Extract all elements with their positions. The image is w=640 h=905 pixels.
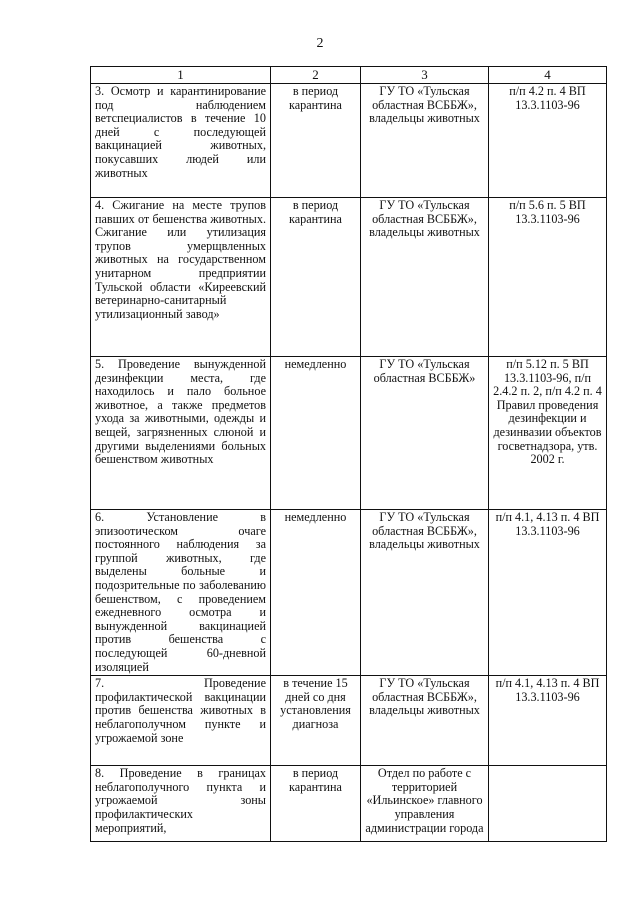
responsible-cell: ГУ ТО «Тульская областная ВСББЖ», владельцы животных	[361, 198, 489, 357]
responsible-cell: ГУ ТО «Тульская областная ВСББЖ», владельцы животных	[361, 84, 489, 198]
basis-cell: п/п 4.1, 4.13 п. 4 ВП 13.3.1103-96	[489, 510, 607, 676]
responsible-cell: ГУ ТО «Тульская областная ВСББЖ», владельцы животных	[361, 510, 489, 676]
measures-table	[90, 66, 607, 842]
column-header: 4	[489, 67, 607, 84]
responsible-cell: Отдел по работе с территорией «Ильинское» главного управления администрации города	[361, 766, 489, 842]
measure-cell: 6. Установление в эпизоотическом очаге постоянного наблюдения за группой животных, где выделены больные и подозрительные по заболеванию бешенством, с проведением ежедневного осмотра и вынужденной вакцинацией против бешенства с последующей 60-дневной изоляцией	[91, 510, 271, 676]
term-cell: в период карантина	[271, 766, 361, 842]
table-row	[91, 84, 607, 198]
measure-cell: 5. Проведение вынужденной дезинфекции места, где находилось и пало больное животное, а также предметов ухода за животными, одежды и вещей, загрязненных слюной и другими выделениями больных бешенством животных	[91, 357, 271, 510]
page-number: 2	[316, 36, 324, 51]
table-row	[91, 198, 607, 357]
basis-cell: п/п 5.6 п. 5 ВП 13.3.1103-96	[489, 198, 607, 357]
table-header-row	[91, 67, 607, 84]
table-row	[91, 357, 607, 510]
measure-cell: 7. Проведение профилактической вакцинации против бешенства животных в неблагополучном пункте и угрожаемой зоне	[91, 676, 271, 766]
table-row	[91, 766, 607, 842]
table-row	[91, 676, 607, 766]
measure-cell: 4. Сжигание на месте трупов павших от бешенства животных. Сжигание или утилизация трупов умерщвленных животных на государственном унитарном предприятии Тульской области «Киреевский ветеринарно-санитарный утилизационный завод»	[91, 198, 271, 357]
responsible-cell: ГУ ТО «Тульская областная ВСББЖ», владельцы животных	[361, 676, 489, 766]
measure-cell: 8. Проведение в границах неблагополучного пункта и угрожаемой зоны профилактических мероприятий,	[91, 766, 271, 842]
basis-cell	[489, 766, 607, 842]
term-cell: в период карантина	[271, 198, 361, 357]
measure-cell: 3. Осмотр и карантинирование под наблюдением ветспециалистов в течение 10 дней с последующей вакцинацией животных, покусавших людей или животных	[91, 84, 271, 198]
term-cell: в период карантина	[271, 84, 361, 198]
basis-cell: п/п 4.1, 4.13 п. 4 ВП 13.3.1103-96	[489, 676, 607, 766]
term-cell: немедленно	[271, 510, 361, 676]
term-cell: немедленно	[271, 357, 361, 510]
term-cell: в течение 15 дней со дня установления диагноза	[271, 676, 361, 766]
column-header: 1	[91, 67, 271, 84]
table-row	[91, 510, 607, 676]
basis-cell: п/п 5.12 п. 5 ВП 13.3.1103-96, п/п 2.4.2 п. 2, п/п 4.2 п. 4 Правил проведения дезинфекции и дезинвазии объектов госветнадзора, утв. 2002 г.	[489, 357, 607, 510]
basis-cell: п/п 4.2 п. 4 ВП 13.3.1103-96	[489, 84, 607, 198]
responsible-cell: ГУ ТО «Тульская областная ВСББЖ»	[361, 357, 489, 510]
column-header: 2	[271, 67, 361, 84]
column-header: 3	[361, 67, 489, 84]
